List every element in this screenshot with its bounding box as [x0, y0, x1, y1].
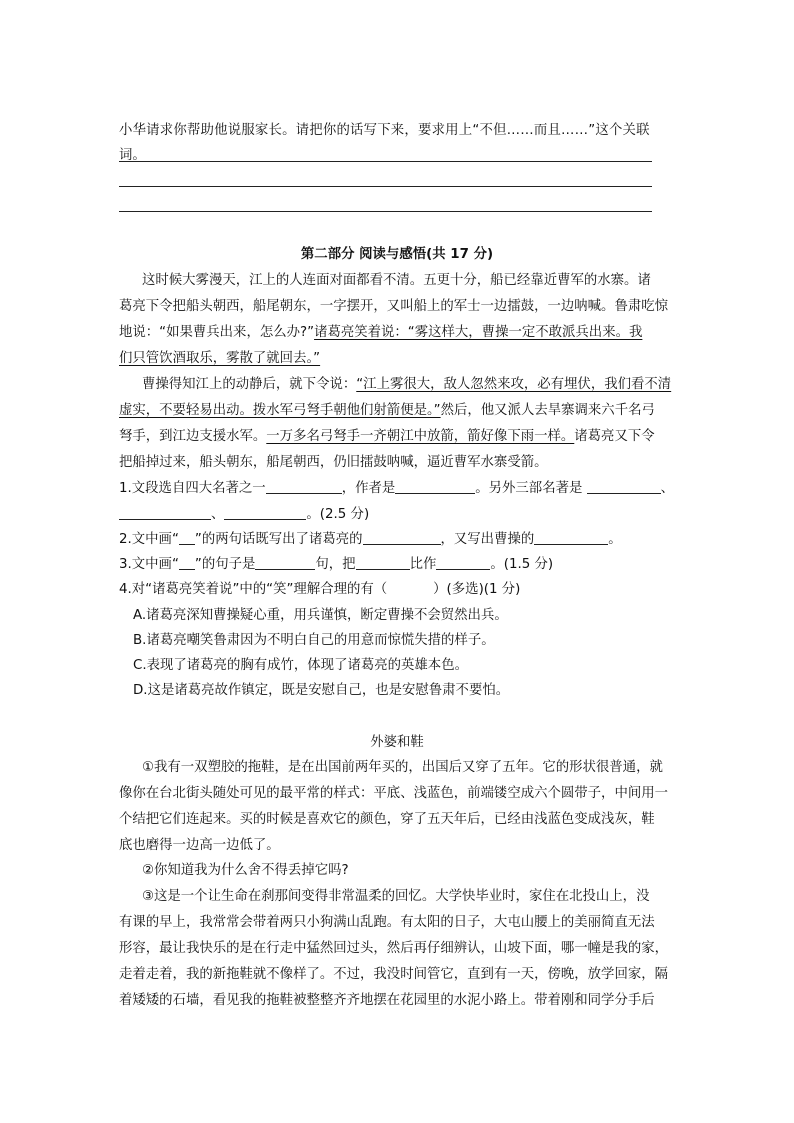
question-text: 3.文中画“ — [119, 557, 179, 572]
passage2-line: 底也磨得一边高一边低了。 — [119, 838, 280, 853]
question-text: 1.文段选自四大名著之一 — [119, 481, 266, 496]
section-heading: 第二部分 阅读与感悟(共 17 分) — [300, 247, 494, 262]
passage1-text: 然后，他又派人去旱寨调来六千名弓 — [440, 403, 655, 418]
question-text: 。(1.5 分) — [490, 557, 554, 572]
passage1-line: 把船掉过来，船头朝东，船尾朝西，仍旧擂鼓呐喊，逼近曹军水寨受箭。 — [119, 455, 548, 470]
underlined-sentence: 虚实，不要轻易出动。拨水军弓弩手朝他们射箭便是。” — [119, 403, 441, 418]
answer-blank[interactable] — [119, 505, 211, 520]
answer-line-2[interactable] — [119, 186, 652, 187]
question-text: 2.文中画“ — [119, 532, 179, 547]
answer-blank[interactable] — [587, 479, 661, 494]
passage2-line: 像你在台北街头随处可见的最平常的样式：平底、浅蓝色，前端镂空成六个圆带子，中间用一 — [119, 786, 669, 801]
question-text: ）(多选)(1 分) — [433, 582, 521, 597]
question-text: 句，把 — [315, 557, 356, 572]
answer-blank[interactable] — [224, 505, 306, 520]
question-text: 比作 — [409, 557, 437, 572]
answer-blank[interactable] — [534, 530, 608, 545]
answer-blank[interactable] — [363, 530, 441, 545]
underline-mark — [179, 555, 195, 570]
passage1-text: 诸葛亮又下令 — [574, 429, 655, 444]
passage1-line: 这时候大雾漫天，江上的人连面对面都看不清。五更十分，船已经靠近曹军的水寨。诸 — [142, 273, 651, 288]
underlined-sentence: 诸葛亮笑着说：“雾这样大，曹操一定不敢派兵出来。我 — [314, 325, 643, 340]
passage1-line: 葛亮下令把船头朝西，船尾朝东，一字摆开，又叫船上的军士一边擂鼓，一边呐喊。鲁肃吃惊 — [119, 299, 669, 314]
passage2-line: 走着走着，我的新拖鞋就不像样了。不过，我没时间管它，直到有一天，傍晚，放学回家，隔 — [119, 967, 669, 982]
question-text: 。 — [608, 532, 622, 547]
question-text: 4.对“诸葛亮笑着说”中的“笑”理解合理的有（ — [119, 582, 388, 597]
question-2 — [119, 527, 679, 552]
question-3 — [119, 552, 679, 577]
underline-mark — [179, 530, 195, 545]
answer-blank[interactable] — [356, 555, 410, 570]
passage1-line — [119, 346, 679, 371]
option-b[interactable]: B.诸葛亮嘲笑鲁肃因为不明白自己的用意而惊慌失措的样子。 — [133, 633, 495, 648]
question-text: 。(2.5 分) — [306, 507, 370, 522]
question-text: ，又写出曹操的 — [440, 532, 535, 547]
underlined-sentence: “江上雾很大，敌人忽然来攻，必有埋伏，我们看不清 — [356, 377, 672, 392]
underlined-sentence: 们只管饮酒取乐，雾散了就回去。” — [119, 351, 321, 366]
passage2-line: 形容，最让我快乐的是在行走中猛然回过头，然后再仔细辨认，山坡下面，哪一幢是我的家， — [119, 941, 669, 956]
option-c[interactable]: C.表现了诸葛亮的胸有成竹，体现了诸葛亮的英雄本色。 — [133, 658, 468, 673]
passage1-line — [119, 424, 679, 449]
passage1-line — [119, 398, 679, 423]
option-d[interactable]: D.这是诸葛亮故作镇定，既是安慰自己，也是安慰鲁肃不要怕。 — [133, 683, 510, 698]
passage2-line: 着矮矮的石墙，看见我的拖鞋被整整齐齐地摆在花园里的水泥小路上。带着刚和同学分手后 — [119, 993, 655, 1008]
question-1-cont — [119, 502, 679, 527]
question-1 — [119, 476, 679, 501]
question-text: ，作者是 — [341, 481, 396, 496]
passage2-title: 外婆和鞋 — [370, 735, 424, 750]
answer-blank[interactable] — [255, 555, 315, 570]
passage1-line — [119, 320, 679, 345]
passage2-line: 有课的早上，我常常会带着两只小狗满山乱跑。有太阳的日子，大屯山腰上的美丽简直无法 — [119, 915, 655, 930]
passage2-line: ②你知道我为什么舍不得丢掉它吗? — [142, 863, 349, 878]
option-a[interactable]: A.诸葛亮深知曹操疑心重，用兵谨慎，断定曹操不会贸然出兵。 — [133, 608, 508, 623]
question-text: 。另外三部名著是 — [475, 481, 583, 496]
passage2-line: ③这是一个让生命在刹那间变得非常温柔的回忆。大学快毕业时，家住在北投山上，没 — [142, 889, 650, 904]
question-text: ”的两句话既写出了诸葛亮的 — [194, 532, 363, 547]
answer-blank[interactable] — [266, 479, 342, 494]
answer-blank[interactable] — [436, 555, 490, 570]
answer-line-3[interactable] — [119, 211, 652, 212]
answer-blank[interactable] — [395, 479, 475, 494]
underlined-sentence: 一万多名弓弩手一齐朝江中放箭，箭好像下雨一样。 — [266, 429, 575, 444]
passage1-text: 弩手，到江边支援水军。 — [119, 429, 267, 444]
intro-line-1: 小华请求你帮助他说服家长。请把你的话写下来，要求用上“不但……而且……”这个关联 — [119, 123, 650, 138]
passage1-text: 地说：“如果曹兵出来，怎么办?” — [119, 325, 315, 340]
question-text: ”的句子是 — [194, 557, 256, 572]
question-4 — [119, 577, 679, 602]
passage1-line — [142, 372, 679, 397]
question-text: 、 — [211, 507, 225, 522]
passage2-line: ①我有一双塑胶的拖鞋，是在出国前两年买的，出国后又穿了五年。它的形状很普通，就 — [142, 760, 663, 775]
answer-line-1[interactable] — [119, 161, 652, 162]
passage1-text: 曹操得知江上的动静后，就下令说： — [142, 377, 357, 392]
passage2-line: 个结把它们连起来。买的时候是喜欢它的颜色，穿了五天年后，已经由浅蓝色变成浅灰，鞋 — [119, 812, 655, 827]
intro-line-2: 词。 — [119, 148, 146, 163]
question-text: 、 — [660, 481, 675, 496]
